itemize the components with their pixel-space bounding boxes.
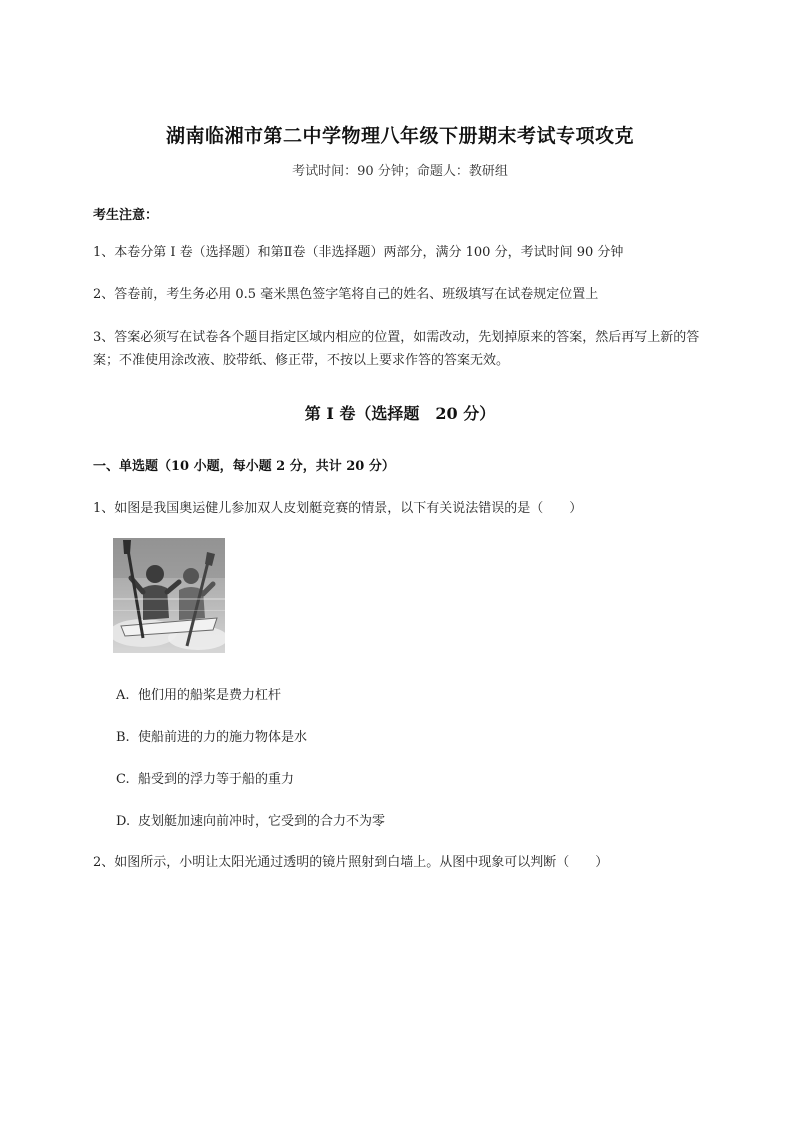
notice-item-2: 2、答卷前，考生务必用 0.5 毫米黑色签字笔将自己的姓名、班级填写在试卷规定位置上 (93, 287, 599, 302)
notice-heading: 考生注意： (93, 208, 159, 223)
option-b-letter: B. (116, 730, 130, 745)
kayak-photo (113, 538, 225, 653)
part-heading: 一、单选题（10 小题，每小题 2 分，共计 20 分） (93, 459, 395, 474)
exam-subtitle: 考试时间：90 分钟；命题人：教研组 (292, 164, 508, 179)
question-2: 2、如图所示，小明让太阳光通过透明的镜片照射到白墙上。从图中现象可以判断（ ） (93, 855, 609, 870)
exam-title: 湖南临湘市第二中学物理八年级下册期末考试专项攻克 (165, 125, 634, 147)
option-d (116, 810, 385, 829)
question-1: 1、如图是我国奥运健儿参加双人皮划艇竞赛的情景，以下有关说法错误的是（ ） (93, 501, 583, 516)
option-a-letter: A. (116, 688, 130, 703)
option-b (116, 726, 307, 745)
option-d-letter: D. (116, 814, 131, 829)
option-d-text: 皮划艇加速向前冲时，它受到的合力不为零 (138, 814, 386, 829)
notice-item-3: 3、答案必须写在试卷各个题目指定区域内相应的位置，如需改动，先划掉原来的答案，然后再写上新的答案；不准使用涂改液、胶带纸、修正带，不按以上要求作答的答案无效。 (93, 330, 700, 368)
section-heading: 第 I 卷（选择题 20 分） (304, 404, 496, 423)
option-a (116, 684, 281, 703)
option-b-text: 使船前进的力的施力物体是水 (138, 730, 308, 745)
option-c (116, 768, 294, 787)
option-a-text: 他们用的船桨是费力杠杆 (138, 688, 282, 703)
option-c-text: 船受到的浮力等于船的重力 (138, 772, 295, 787)
notice-item-1: 1、本卷分第 I 卷（选择题）和第Ⅱ卷（非选择题）两部分，满分 100 分，考试时间 90 分钟 (93, 245, 624, 260)
option-c-letter: C. (116, 772, 130, 787)
